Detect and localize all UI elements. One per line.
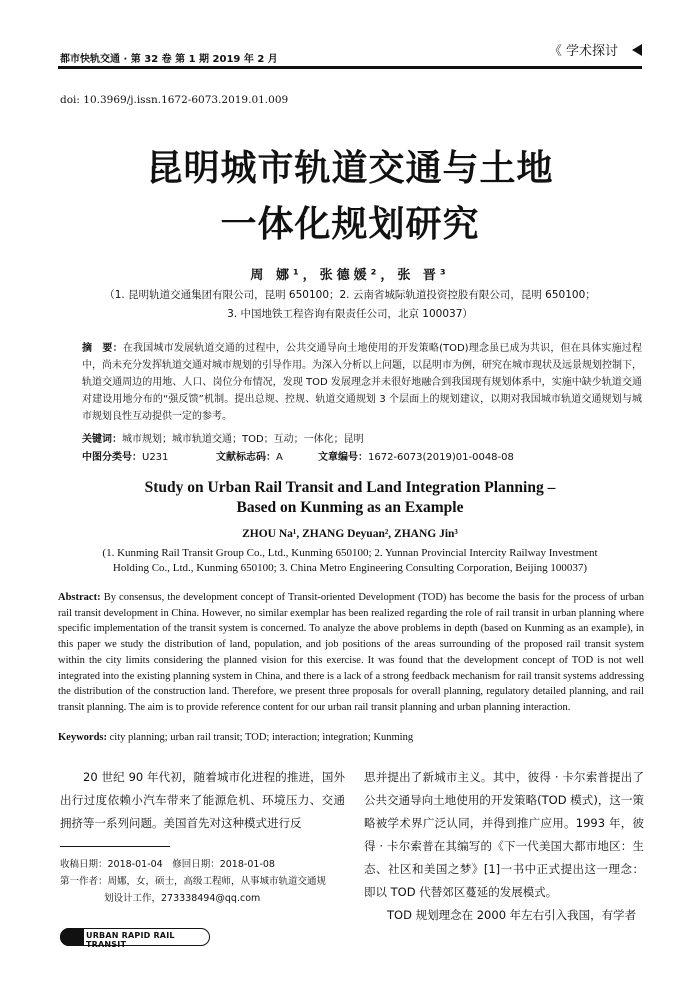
affiliations-en xyxy=(60,546,640,576)
triangle-marker-icon xyxy=(632,44,642,56)
title-cn-line2: 一体化规划研究 xyxy=(220,204,480,245)
footnote-author-line1: 第一作者：周娜，女，硕士，高级工程师，从事城市轨道交通规 xyxy=(60,876,327,887)
keywords-en-label: Keywords: xyxy=(58,732,107,743)
body-left-paragraph: 20 世纪 90 年代初，随着城市化进程的推进，国外出行过度依赖小汽车带来了能源危机、环境压力、交通拥挤等一系列问题。美国首先对这种模式进行反 xyxy=(60,770,345,830)
section-header xyxy=(549,40,642,59)
affiliation-cn-line1: （1. 昆明轨道交通集团有限公司，昆明 650100；2. 云南省城际轨道投资控股有限公司，昆明 650100； xyxy=(104,289,596,301)
title-en-line2: Based on Kunming as an Example xyxy=(236,499,464,516)
footnote xyxy=(60,856,350,907)
body-right-paragraph2: TOD 规划理念在 2000 年左右引入我国，有学者 xyxy=(387,908,637,922)
keywords-cn-label: 关键词： xyxy=(82,434,122,445)
footnote-author-line2: 划设计工作，273338494@qq.com xyxy=(104,893,261,904)
keywords-en xyxy=(58,732,413,743)
abstract-cn xyxy=(82,340,642,425)
title-en-line1: Study on Urban Rail Transit and Land Integration Planning – xyxy=(144,479,556,496)
abstract-cn-text: 在我国城市发展轨道交通的过程中，公共交通导向土地使用的开发策略(TOD)理念虽已成为共识，但在具体实施过程中，尚未充分发挥轨道交通对城市规划的引导作用。为深入分析以上问题，以昆明市为例，研究在城市现状及远景规划控制下，轨道交通周边的用地、人口、岗位分布情况，发现 TOD 发展理念并未很好地融合到我国现有规划体系中，实施中缺少轨道交通对建设用地分布的“强反馈”机制。提出总规、控规、轨道交通规划 3 个层面上的规划建议，以期对我国城市轨道交通规划与城市规划良性互动提供一定的参考。 xyxy=(82,343,643,422)
doc-code xyxy=(216,448,283,463)
abstract-cn-label: 摘 要： xyxy=(82,343,123,354)
clc-value: U231 xyxy=(142,452,169,463)
journal-logo xyxy=(60,928,210,949)
footnote-received: 收稿日期：2018-01-04 修回日期：2018-01-08 xyxy=(60,859,275,870)
article-number-label: 文章编号： xyxy=(318,452,368,463)
authors-en: ZHOU Na¹, ZHANG Deyuan², ZHANG Jin³ xyxy=(242,528,458,540)
affiliation-cn-line2: 3. 中国地铁工程咨询有限责任公司，北京 100037） xyxy=(227,308,473,320)
journal-header: 都市快轨交通 · 第 32 卷 第 1 期 2019 年 2 月 xyxy=(60,54,278,65)
body-right-paragraph1: 思并提出了新城市主义。其中，彼得 · 卡尔索普提出了公共交通导向土地使用的开发策略(TOD 模式)，这一策略被学术界广泛认同，并得到推广应用。1993 年，彼得 · 卡尔索普在其编写的《下一代美国大都市地区：生态、社区和美国之梦》[1]一书中正式提出这一理念：即以 TOD 代替郊区蔓延的发展模式。 xyxy=(364,770,644,899)
body-right-column xyxy=(364,766,644,927)
article-number-value: 1672-6073(2019)01-0048-08 xyxy=(368,452,514,463)
abstract-en xyxy=(58,590,644,716)
clc xyxy=(82,448,168,463)
footnote-rule xyxy=(60,846,170,847)
keywords-cn xyxy=(82,430,364,445)
doc-code-value: A xyxy=(276,452,283,463)
clc-label: 中图分类号： xyxy=(82,452,142,463)
abstract-en-text: By consensus, the development concept of Transit-oriented Development (TOD) has become the basis for the process of urban rail transit development in China. However, no similar exemplar has been realized regarding the role of rail transit in urban planning where specific implementation of the transit system is concerned. To analyze the above problems in depth (based on Kunming as an example), in this paper we study the distribution of land, population, and job positions of the areas surrounding of the proposed rail transit system within the city limits considering the planned vision for this exercise. It was found that the development concept of TOD is not well integrated into the existing planning system in China, and there is a lack of a strong feedback mechanism for rail transit systems addressing the distribution of the construction land. Therefore, we present three proposals for overall planning, regulatory detailed planning, and rail transit planning. The aim is to provide reference content for our urban rail transit planning and urban planning interaction. xyxy=(58,592,644,713)
authors-cn: 周 娜¹，张德媛²，张 晋³ xyxy=(250,268,450,283)
section-label: 《 学术探讨 xyxy=(548,44,618,59)
doi: doi: 10.3969/j.issn.1672-6073.2019.01.009 xyxy=(60,94,289,106)
title-en xyxy=(0,478,700,518)
article-number xyxy=(318,448,514,463)
title-cn-line1: 昆明城市轨道交通与土地 xyxy=(146,148,554,189)
keywords-cn-text: 城市规划；城市轨道交通；TOD；互动；一体化；昆明 xyxy=(122,434,364,445)
doc-code-label: 文献标志码： xyxy=(216,452,276,463)
affiliations-cn xyxy=(60,286,640,324)
keywords-en-text: city planning; urban rail transit; TOD; interaction; integration; Kunming xyxy=(109,732,414,743)
affiliation-en-line2: Holding Co., Ltd., Kunming 650100; 3. China Metro Engineering Consulting Corporation, Beijing 100037) xyxy=(112,562,588,574)
affiliation-en-line1: (1. Kunming Rail Transit Group Co., Ltd., Kunming 650100; 2. Yunnan Provincial Intercity Railway Investment xyxy=(102,547,598,559)
abstract-en-label: Abstract: xyxy=(58,592,101,603)
logo-text: URBAN RAPID RAIL TRANSIT xyxy=(86,931,175,949)
logo-fill xyxy=(60,928,84,946)
header-rule xyxy=(58,66,642,69)
